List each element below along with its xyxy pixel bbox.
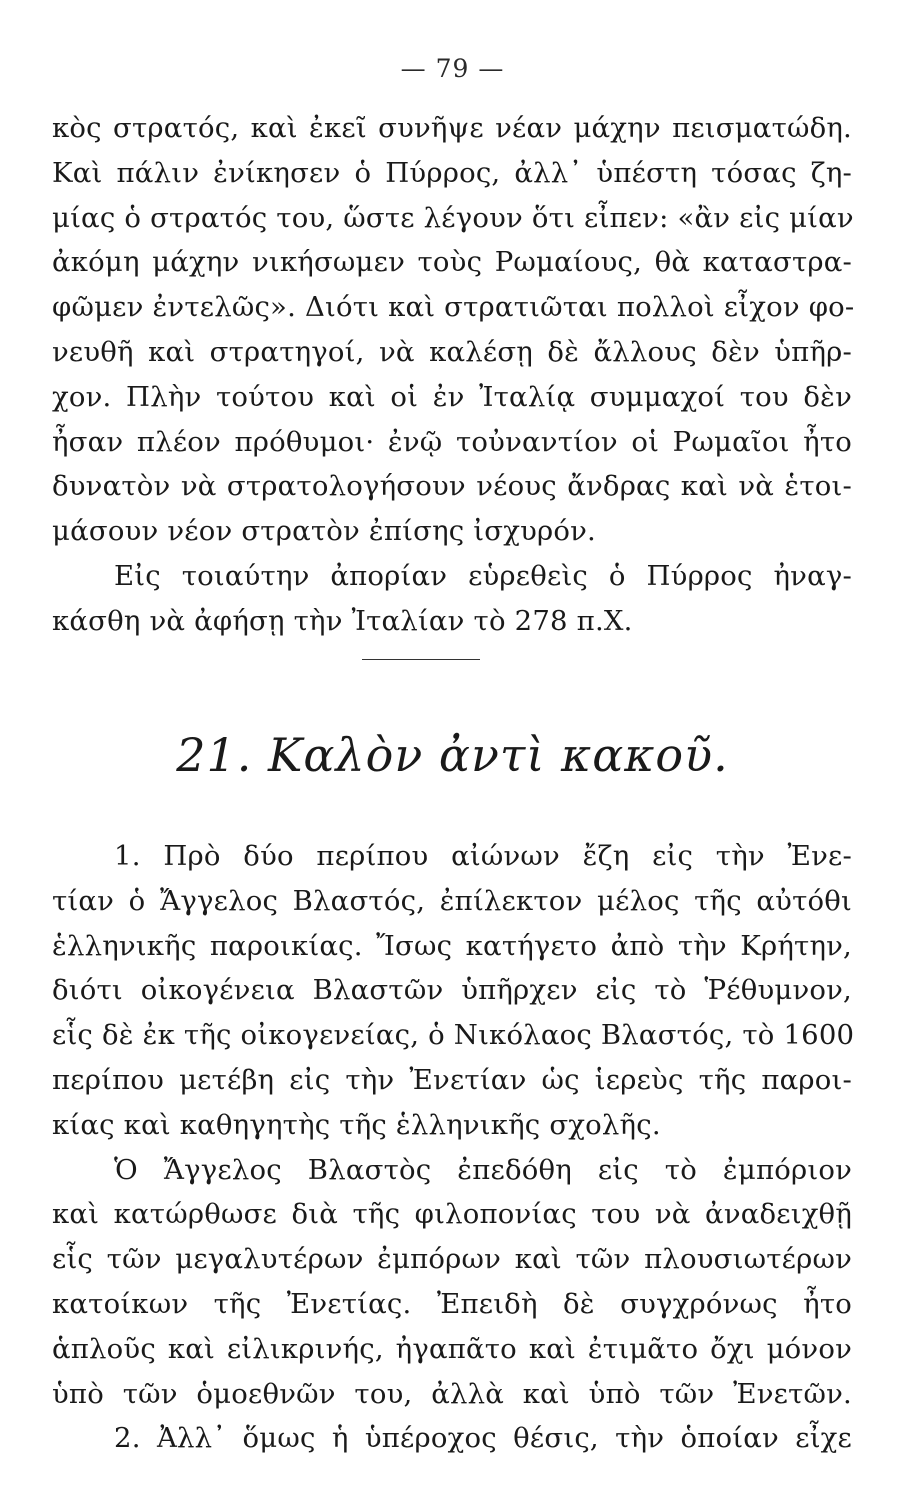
text-line: ἀκόμη μάχην νικήσωμεν τοὺς Ρωμαίους, θὰ καταστρα- [52,246,852,279]
text-line: νευθῆ καὶ στρατηγοί, νὰ καλέσῃ δὲ ἄλλους δὲν ὑπῆρ- [52,335,852,368]
text-line: κάσθη νὰ ἀφήσῃ τὴν Ἰταλίαν τὸ 278 π.Χ. [52,604,633,637]
text-line: Καὶ πάλιν ἐνίκησεν ὁ Πύρρος, ἀλλ᾽ ὑπέστη τόσας ζη- [52,156,852,189]
text-line: ὑπὸ τῶν ὁμοεθνῶν του, ἀλλὰ καὶ ὑπὸ τῶν Ἐνετῶν. [52,1377,852,1410]
text-line: Ὁ Ἄγγελος Βλαστὸς ἐπεδόθη εἰς τὸ ἐμπόριον [114,1153,852,1186]
text-line: δυνατὸν νὰ στρατολογήσουν νέους ἄνδρας καὶ νὰ ἑτοι- [52,470,852,503]
text-line: μάσουν νέον στρατὸν ἐπίσης ἰσχυρόν. [52,515,597,548]
text-line: Εἰς τοιαύτην ἀπορίαν εὑρεθεὶς ὁ Πύρρος ἠναγ- [114,559,852,592]
section-divider-rule [362,659,480,660]
text-line: κὸς στρατός, καὶ ἐκεῖ συνῆψε νέαν μάχην πεισματώδη. [52,112,852,144]
text-line: εἷς τῶν μεγαλυτέρων ἐμπόρων καὶ τῶν πλουσιωτέρων [52,1243,852,1276]
text-line: εἷς δὲ ἐκ τῆς οἰκογενείας, ὁ Νικόλαος Βλαστός, τὸ 1600 [52,1019,855,1052]
text-line: καὶ κατώρθωσε διὰ τῆς φιλοπονίας του νὰ ἀναδειχθῇ [52,1198,852,1231]
text-line: φῶμεν ἐντελῶς». Διότι καὶ στρατιῶται πολλοὶ εἶχον φο- [52,291,855,324]
text-line: 2. Ἀλλ᾽ ὅμως ἡ ὑπέροχος θέσις, τὴν ὁποίαν εἶχε [114,1422,852,1455]
paragraph-block-bottom [52,834,855,1461]
text-line: ἑλληνικῆς παροικίας. Ἴσως κατήγετο ἀπὸ τὴν Κρήτην, [52,929,852,962]
page-number: — 79 — [400,54,505,83]
text-line: διότι οἰκογένεια Βλαστῶν ὑπῆρχεν εἰς τὸ Ῥέθυμνον, [52,974,852,1007]
text-line: χον. Πλὴν τούτου καὶ οἱ ἐν Ἰταλίᾳ συμμαχοί του δὲν [52,380,852,413]
text-line: τίαν ὁ Ἄγγελος Βλαστός, ἐπίλεκτον μέλος τῆς αὐτόθι [52,884,852,917]
text-line: 1. Πρὸ δύο περίπου αἰώνων ἔζη εἰς τὴν Ἐνε- [114,840,852,872]
text-line: ἦσαν πλέον πρόθυμοι· ἐνῷ τοὐναντίον οἱ Ρωμαῖοι ἦτο [52,425,852,458]
text-line: κατοίκων τῆς Ἐνετίας. Ἐπειδὴ δὲ συγχρόνως ἦτο [52,1287,852,1320]
paragraph-block-top [52,106,855,644]
section-title: 21. Καλὸν ἀντὶ κακοῦ. [176,728,729,782]
text-line: περίπου μετέβη εἰς τὴν Ἐνετίαν ὡς ἱερεὺς τῆς παροι- [52,1063,852,1096]
text-line: ἁπλοῦς καὶ εἰλικρινής, ἠγαπᾶτο καὶ ἐτιμᾶτο ὄχι μόνον [52,1332,852,1365]
text-line: κίας καὶ καθηγητὴς τῆς ἑλληνικῆς σχολῆς. [52,1108,661,1141]
text-line: μίας ὁ στρατός του, ὥστε λέγουν ὅτι εἶπεν: «ἂν εἰς μίαν [52,201,854,234]
